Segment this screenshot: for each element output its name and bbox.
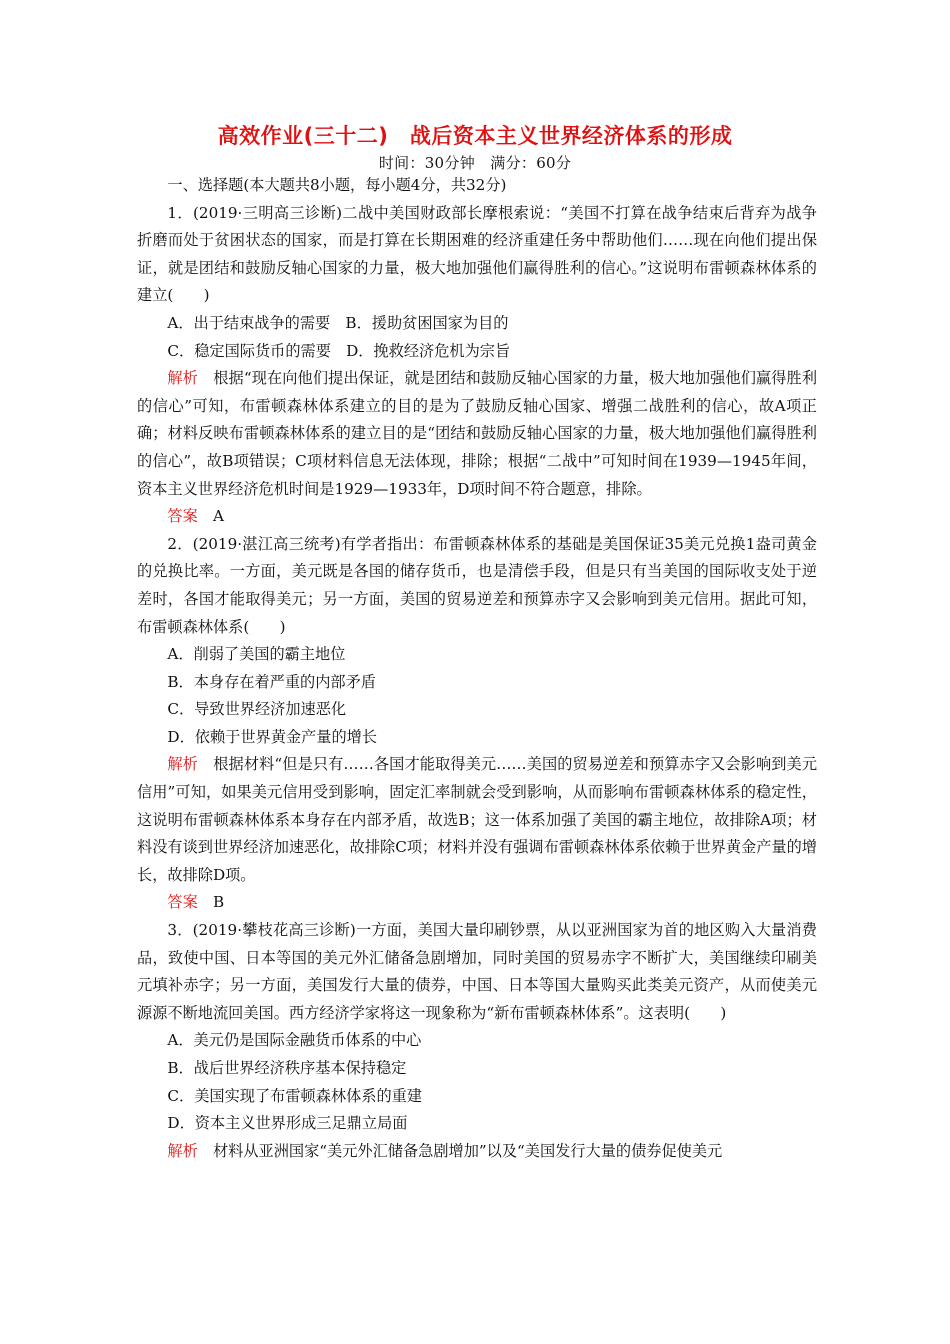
question-2-option-b: B．本身存在着严重的内部矛盾 (167, 672, 376, 691)
exam-meta: 时间：30分钟 满分：60分 (378, 154, 572, 172)
question-3-stem: 3．(2019·攀枝花高三诊断)一方面，美国大量印刷钞票，从以亚洲国家为首的地区购入大量消费品，致使中国、日本等国的美元外汇储备急剧增加，同时美国的贸易赤字不断扩大，美国继续印刷美元填补赤字；另一方面，美国发行大量的债券，中国、日本等国大量购买此类美元资产，从而使美元源源不断地流回美国。西方经济学家将这一现象称为“新布雷顿森林体系”。这表明( ) (137, 921, 817, 1022)
section-heading: 一、选择题(本大题共8小题，每小题4分，共32分) (167, 176, 507, 194)
question-2-stem: 2．(2019·湛江高三统考)有学者指出：布雷顿森林体系的基础是美国保证35美元兑换1盎司黄金的兑换比率。一方面，美元既是各国的储存货币，也是清偿手段，但是只有当美国的国际收支处于逆差时，各国才能取得美元；另一方面，美国的贸易逆差和预算赤字又会影响到美元信用。据此可知，布雷顿森林体系( ) (137, 534, 817, 636)
question-3-analysis (137, 1138, 817, 1166)
answer-label: 答案 (167, 507, 198, 526)
question-3-option-d: D．资本主义世界形成三足鼎立局面 (167, 1114, 408, 1133)
analysis-text: 根据“现在向他们提出保证，就是团结和鼓励反轴心国家的力量，极大地加强他们赢得胜利的信心”可知，布雷顿森林体系建立的目的是为了鼓励反轴心国家、增强二战胜利的信心，故A项正确；材料反映布雷顿森林体系的建立目的是“团结和鼓励反轴心国家的力量，极大地加强他们赢得胜利的信心”，故B项错误；C项材料信息无法体现，排除；根据“二战中”可知时间在1939—1945年间，资本主义世界经济危机时间是1929—1933年，D项时间不符合题意，排除。 (137, 369, 818, 498)
question-2-option-a: A．削弱了美国的霸主地位 (167, 645, 346, 664)
answer-value: A (212, 507, 224, 526)
question-3-option-a: A．美元仍是国际金融货币体系的中心 (167, 1031, 422, 1050)
document-body (137, 172, 817, 1165)
analysis-label: 解析 (167, 755, 198, 774)
question-3-option-b: B．战后世界经济秩序基本保持稳定 (167, 1059, 407, 1077)
analysis-label: 解析 (167, 1141, 198, 1160)
analysis-label: 解析 (167, 369, 198, 388)
question-1-answer (137, 503, 817, 531)
question-2-analysis (137, 751, 817, 889)
question-3-option-c: C．美国实现了布雷顿森林体系的重建 (167, 1086, 423, 1105)
question-1-options-cd: C．稳定国际货币的需要 D．挽救经济危机为宗旨 (167, 341, 511, 360)
question-2-answer (137, 889, 817, 917)
question-2-option-d: D．依赖于世界黄金产量的增长 (167, 727, 378, 746)
answer-value: B (212, 893, 225, 912)
answer-label: 答案 (167, 893, 198, 912)
analysis-text: 根据材料“但是只有……各国才能取得美元……美国的贸易逆差和预算赤字又会影响到美元信用”可知，如果美元信用受到影响，固定汇率制就会受到影响，从而影响布雷顿森林体系的稳定性，这说明布雷顿森林体系本身存在内部矛盾，故选B；这一体系加强了美国的霸主地位，故排除A项；材料没有谈到世界经济加速恶化，故排除C项；材料并没有强调布雷顿森林体系依赖于世界黄金产量的增长，故排除D项。 (137, 755, 818, 884)
question-1-options-ab: A．出于结束战争的需要 B．援助贫困国家为目的 (167, 313, 509, 332)
question-2-option-c: C．导致世界经济加速恶化 (167, 700, 347, 719)
question-1-analysis (137, 365, 817, 503)
page-title: 高效作业(三十二) 战后资本主义世界经济体系的形成 (217, 124, 733, 148)
question-1-stem: 1．(2019·三明高三诊断)二战中美国财政部长摩根索说：“美国不打算在战争结束后背弃为战争折磨而处于贫困状态的国家，而是打算在长期困难的经济重建任务中帮助他们……现在向他们提出保证，就是团结和鼓励反轴心国家的力量，极大地加强他们赢得胜利的信心。”这说明布雷顿森林体系的建立( ) (137, 203, 817, 305)
analysis-text: 材料从亚洲国家“美元外汇储备急剧增加”以及“美国发行大量的债券促使美元 (212, 1141, 723, 1160)
